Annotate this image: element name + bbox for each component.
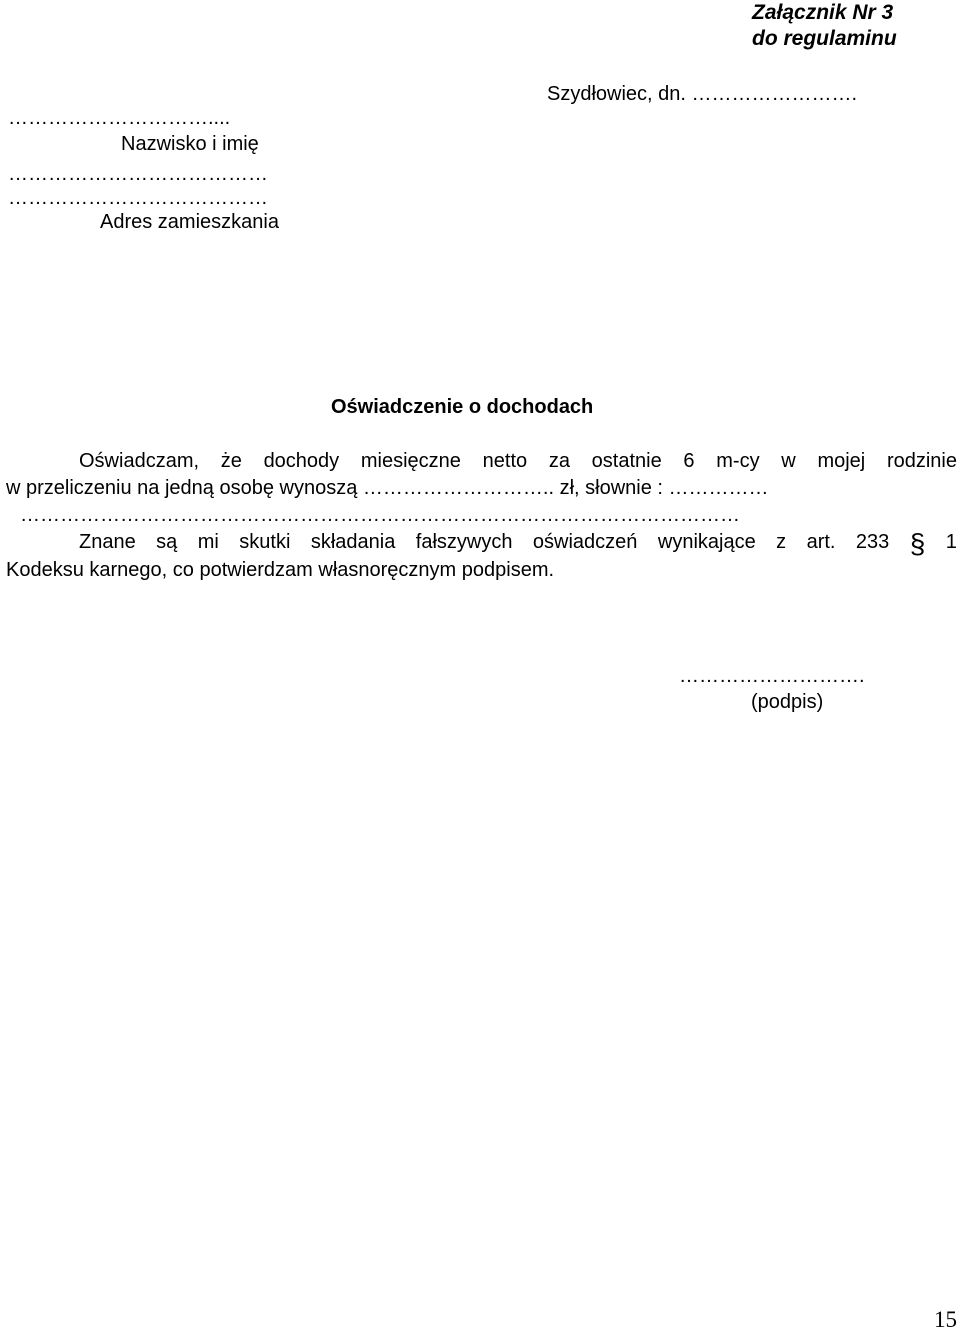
name-dots: ………………………….... [8, 107, 231, 129]
statement-word: miesięczne [360, 450, 461, 472]
declaration-word: fałszywych [415, 531, 513, 553]
declaration-word: oświadczeń [532, 531, 638, 553]
statement-line-2 [6, 478, 769, 498]
section-number: 1 [945, 531, 957, 553]
annex-line-1: Załącznik Nr 3 [752, 1, 894, 24]
page-number: 15 [934, 1307, 957, 1332]
declaration-line-2: Kodeksu karnego, co potwierdzam własnoręcznym podpisem. [6, 559, 555, 581]
declaration-word: 233 [855, 531, 890, 553]
amount-dots: ……………………….. [362, 477, 555, 499]
declaration-word: z [776, 531, 787, 553]
address-dots-line-1: ………………………………… [8, 163, 268, 185]
declaration-line-1 [79, 528, 957, 559]
signature-dots: ………………………. [679, 665, 865, 687]
document-title: Oświadczenie o dochodach [331, 396, 594, 418]
annex-line-2: do regulaminu [752, 27, 897, 50]
declaration-word: są [156, 531, 178, 553]
declaration-word: Znane [79, 531, 136, 553]
address-dots-line-2: ………………………………… [8, 187, 268, 209]
place-date-dots: ……………………. [691, 83, 858, 105]
amount-in-words-dots: …………… [668, 477, 769, 499]
declaration-word: art. [806, 531, 836, 553]
declaration-word: mi [197, 531, 219, 553]
name-label: Nazwisko i imię [121, 133, 259, 155]
section-sign: § [909, 528, 926, 559]
declaration-word: składania [310, 531, 396, 553]
statement-line-2-text: w przeliczeniu na jedną osobę wynoszą [6, 477, 358, 499]
statement-word: mojej [817, 450, 866, 472]
statement-word: m-cy [716, 450, 760, 472]
declaration-word: skutki [239, 531, 291, 553]
statement-word: netto [482, 450, 528, 472]
place-date-label: Szydłowiec, dn. [547, 83, 686, 105]
currency-in-words-label: zł, słownie : [559, 477, 663, 499]
statement-word: w [781, 450, 796, 472]
declaration-word: wynikające [657, 531, 756, 553]
statement-line-1 [79, 451, 957, 471]
statement-word: Oświadczam, [79, 450, 200, 472]
place-date [547, 84, 857, 104]
statement-word: rodzinie [886, 450, 957, 472]
statement-word: ostatnie [591, 450, 662, 472]
signature-label: (podpis) [751, 691, 824, 713]
statement-word: dochody [263, 450, 340, 472]
statement-word: 6 [683, 450, 695, 472]
statement-word: że [220, 450, 242, 472]
address-label: Adres zamieszkania [100, 211, 279, 233]
statement-word: za [548, 450, 570, 472]
amount-in-words-dots-line: ……………………………………………………………………………………………… [20, 504, 740, 526]
